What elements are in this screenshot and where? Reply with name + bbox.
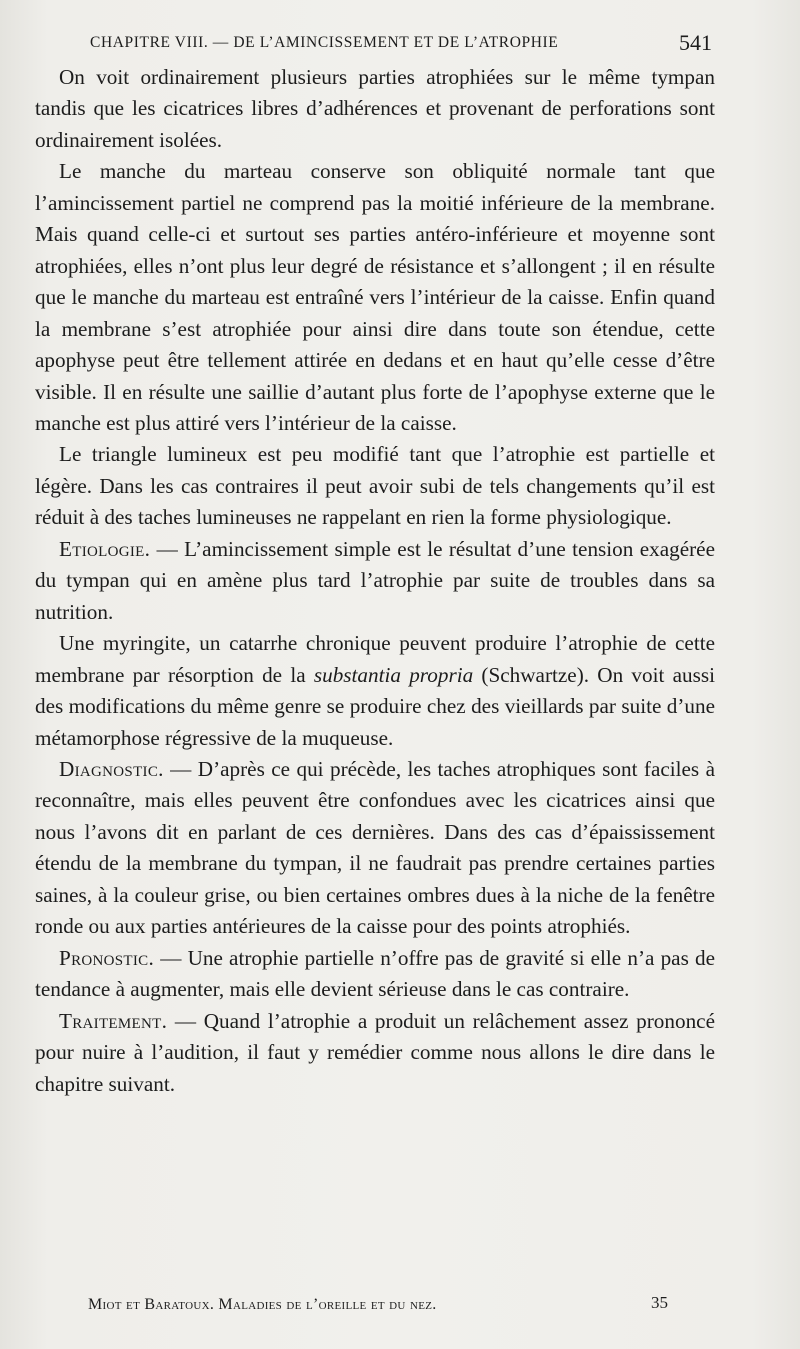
paragraph: Une myringite, un catarrhe chronique peuvent produire l’atrophie de cette membrane par résorption de la substantia propria (Schwartze). On voit aussi des modifications du même genre se produire chez des vieillards par suite d’une métamorphose régressive de la muqueuse. bbox=[35, 631, 716, 750]
section-heading: Traitement. bbox=[59, 1008, 168, 1033]
running-title: CHAPITRE VIII. — DE L’AMINCISSEMENT ET DE L’ATROPHIE bbox=[90, 34, 559, 51]
paragraph: Le triangle lumineux est peu modifié tant que l’atrophie est partielle et légère. Dans les cas contraires il peut avoir subi de tels changements qu’il est réduit à des taches lumineuses ne rappelant en rien la forme physiologique. bbox=[35, 442, 715, 530]
section-heading: Etiologie. bbox=[59, 536, 151, 561]
section-diagnostic: Diagnostic. — D’après ce qui précède, les taches atrophiques sont faciles à reconnaître, mais elles peuvent être confondues avec les cicatrices ainsi que nous l’avons dit en parlant de ces dernières. Dans des cas d’épaississement étendu de la membrane du tympan, il ne faudrait pas prendre certaines parties saines, à la couleur grise, ou bien certaines ombres dues à la niche de la fenêtre ronde ou aux parties antérieures de la caisse pour des points atrophiés. bbox=[35, 756, 715, 939]
section-etiologie: Etiologie. — L’amincissement simple est le résultat d’une tension exagérée du tympan qui en amène plus tard l’atrophie par suite de troubles dans sa nutrition. bbox=[35, 536, 715, 624]
section-traitement: Traitement. — Quand l’atrophie a produit un relâchement assez prononcé pour nuire à l’audition, il faut y remédier comme nous allons le dire dans le chapitre suivant. bbox=[35, 1008, 715, 1096]
paragraph: Le manche du marteau conserve son obliquité normale tant que l’amincissement partiel ne comprend pas la moitié inférieure de la membrane. Mais quand celle-ci et surtout ses parties antéro-inférieure et moyenne sont atrophiées, elles n’ont plus leur degré de résistance et s’allongent ; il en résulte que le manche du marteau est entraîné vers l’intérieur de la caisse. Enfin quand la membrane s’est atrophiée pour ainsi dire dans toute son étendue, cette apophyse peut être tellement attirée en dedans et en haut qu’elle cesse d’être visible. Il en résulte une saillie d’autant plus forte de l’apophyse externe que le manche est plus attiré vers l’intérieur de la caisse. bbox=[35, 159, 715, 435]
paragraph: On voit ordinairement plusieurs parties atrophiées sur le même tympan tandis que les cicatrices libres d’adhérences et provenant de perforations sont ordinairement isolées. bbox=[35, 65, 715, 152]
body-text bbox=[35, 62, 715, 1100]
section-pronostic: Pronostic. — Une atrophie partielle n’offre pas de gravité si elle n’a pas de tendance à augmenter, mais elle devient sérieuse dans le cas contraire. bbox=[35, 945, 715, 1002]
page-number: 541 bbox=[679, 30, 712, 55]
italic-term: substantia propria bbox=[313, 662, 474, 687]
section-heading: Diagnostic. bbox=[59, 756, 164, 781]
section-heading: Pronostic. bbox=[59, 945, 155, 970]
book-reference: Miot et Baratoux. Maladies de l’oreille et du nez. bbox=[88, 1296, 437, 1313]
signature-mark: 35 bbox=[651, 1293, 668, 1312]
